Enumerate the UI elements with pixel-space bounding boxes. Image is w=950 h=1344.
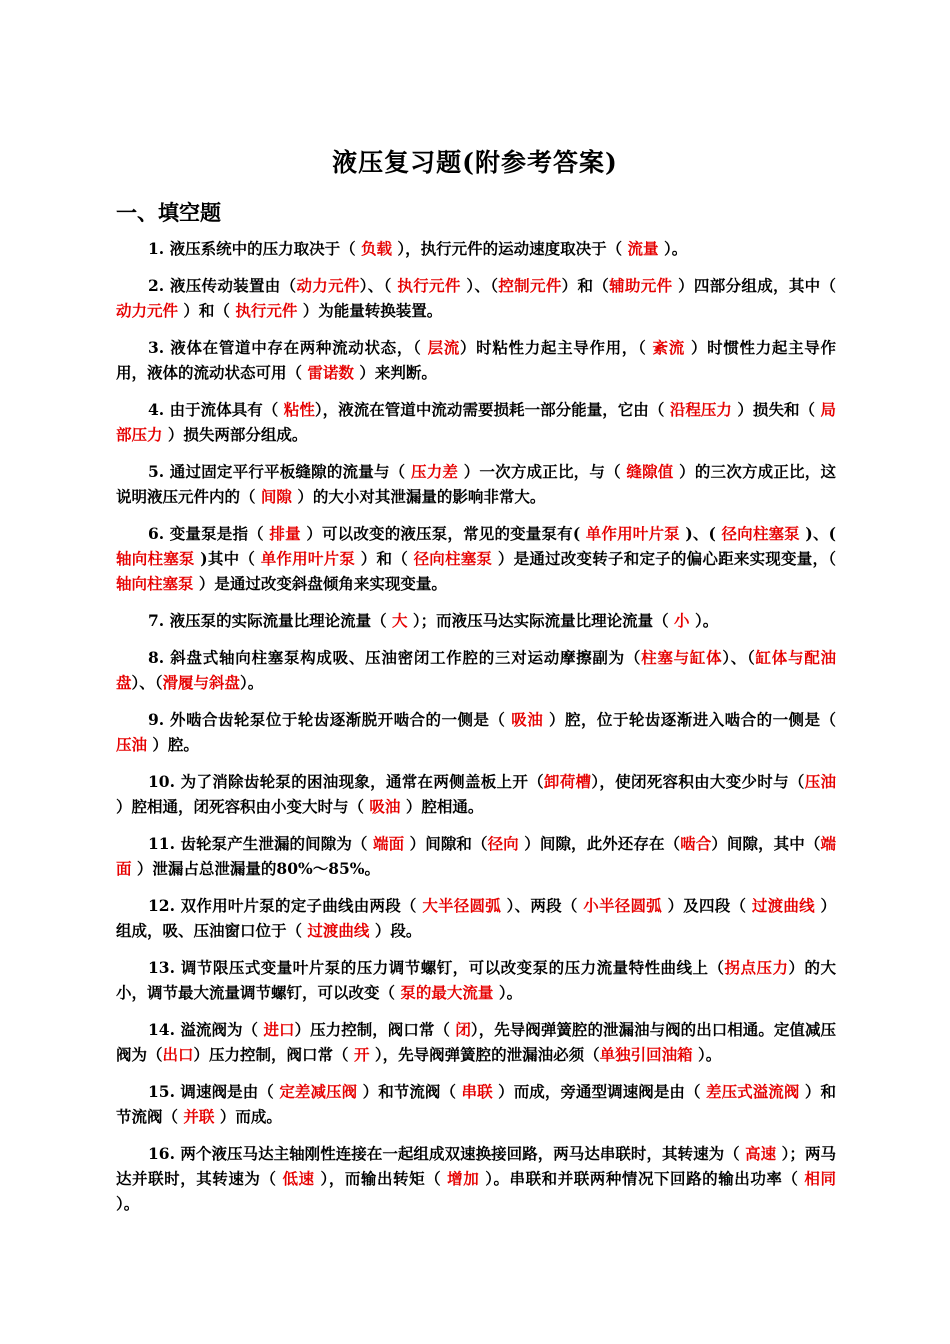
- question-text: ）腔，位于轮齿逐渐进入啮合的一侧是（: [543, 710, 836, 729]
- question-text: ）损失两部分组成。: [162, 425, 308, 444]
- question-3: [116, 335, 836, 385]
- question-text: ）。: [692, 1045, 722, 1064]
- answer-text: 拐点压力: [724, 958, 789, 977]
- question-text: 6. 变量泵是指（: [148, 524, 270, 543]
- answer-text: 辅助元件: [609, 276, 673, 295]
- question-text: 13. 调节限压式变量叶片泵的压力调节螺钉，可以改变泵的压力流量特性曲线上（: [148, 958, 725, 977]
- question-text: ）；两马达并联时，其转速为（: [116, 1144, 836, 1188]
- question-text: ）为能量转换装置。: [297, 301, 443, 320]
- question-text: 2. 液压传动装置由（: [148, 276, 297, 295]
- question-13: [116, 955, 836, 1005]
- question-text: ）和节流阀（: [116, 1082, 836, 1126]
- question-text: ）腔相通，闭死容积由小变大时与（: [116, 797, 370, 816]
- question-text: ）间隙，此外还存在（: [518, 834, 681, 853]
- question-text: ）压力控制，阀口常（: [193, 1045, 354, 1064]
- answer-text: 单作用叶片泵: [260, 549, 356, 568]
- question-text: ）来判断。: [353, 363, 437, 382]
- answer-text: 卸荷槽: [543, 772, 592, 791]
- question-text: ），液流在管道中流动需要损耗一部分能量，它由（: [314, 400, 670, 419]
- question-text: ）；而液压马达实际流量比理论流量（: [407, 611, 675, 630]
- question-text: ）的大小，调节最大流量调节螺钉，可以改变（: [116, 958, 836, 1002]
- question-text: ）。: [240, 673, 264, 692]
- question-text: 1. 液压系统中的压力取决于（: [148, 239, 361, 258]
- question-text: ）可以改变的液压泵，常见的变量泵有(: [300, 524, 586, 543]
- answer-text: 沿程压力: [669, 400, 732, 419]
- answer-text: 小半径圆弧: [583, 896, 662, 915]
- question-text: ）、（: [460, 276, 499, 295]
- question-5: [116, 459, 836, 509]
- answer-text: 过渡曲线: [751, 896, 815, 915]
- question-text: ）和节流阀（: [357, 1082, 462, 1101]
- question-text: ）一次方成正比，与（: [458, 462, 627, 481]
- answer-text: 并联: [183, 1107, 215, 1126]
- question-text: ）。串联和并联两种情况下回路的输出功率（: [479, 1169, 805, 1188]
- question-text: ）及四段（: [661, 896, 752, 915]
- answer-text: 过渡曲线: [307, 921, 370, 940]
- answer-text: 大半径圆弧: [422, 896, 502, 915]
- section-heading: 一、填空题: [116, 200, 221, 225]
- answer-text: 滑履与斜盘: [162, 673, 241, 692]
- question-text: 5. 通过固定平行平板缝隙的流量与（: [148, 462, 411, 481]
- answer-text: 控制元件: [498, 276, 562, 295]
- question-15: [116, 1079, 836, 1129]
- question-text: ）是通过改变转子和定子的偏心距来实现变量，（: [492, 549, 836, 568]
- answer-text: 单作用叶片泵: [585, 524, 680, 543]
- question-text: 4. 由于流体具有（: [148, 400, 284, 419]
- question-text: ）损失和（: [731, 400, 821, 419]
- question-text: ）四部分组成，其中（: [672, 276, 836, 295]
- answer-text: 开: [353, 1045, 370, 1064]
- question-text: 3. 液体在管道中存在两种流动状态，（: [148, 338, 428, 357]
- question-text: ）。: [116, 1194, 140, 1213]
- answer-text: 柱塞与缸体: [641, 648, 723, 667]
- question-14: [116, 1017, 836, 1067]
- answer-text: 间隙: [260, 487, 292, 506]
- answer-text: 流量: [627, 239, 659, 258]
- answer-text: 轴向柱塞泵: [116, 574, 194, 593]
- question-7: [116, 608, 836, 633]
- question-2: [116, 273, 836, 323]
- question-text: 8. 斜盘式轴向柱塞泵构成吸、压油密闭工作腔的三对运动摩擦副为（: [148, 648, 642, 667]
- answer-text: 增加: [447, 1169, 480, 1188]
- answer-text: 单独引回油箱: [599, 1045, 693, 1064]
- question-10: [116, 769, 836, 819]
- question-12: [116, 893, 836, 943]
- answer-text: 雷诺数: [307, 363, 354, 382]
- question-text: ）间隙，其中（: [711, 834, 821, 853]
- answer-text: 定差减压阀: [279, 1082, 358, 1101]
- question-text: 10. 为了消除齿轮泵的困油现象，通常在两侧盖板上开（: [148, 772, 544, 791]
- question-text: ）的大小对其泄漏量的影响非常大。: [291, 487, 546, 506]
- question-11: [116, 831, 836, 881]
- answer-text: 层流: [427, 338, 460, 357]
- answer-text: 动力元件: [296, 276, 360, 295]
- answer-text: 轴向柱塞泵: [116, 549, 195, 568]
- question-text: ）、（: [131, 673, 163, 692]
- answer-text: 相同: [804, 1169, 836, 1188]
- question-text: ）而成。: [214, 1107, 282, 1126]
- question-text: 12. 双作用叶片泵的定子曲线由两段（: [148, 896, 423, 915]
- answer-text: 径向柱塞泵: [721, 524, 800, 543]
- answer-text: 啮合: [680, 834, 712, 853]
- question-text: 7. 液压泵的实际流量比理论流量（: [148, 611, 392, 630]
- question-9: [116, 707, 836, 757]
- answer-text: 端面: [116, 834, 836, 878]
- answer-text: 闭: [455, 1020, 471, 1039]
- answer-text: 大: [391, 611, 408, 630]
- answer-text: 进口: [263, 1020, 295, 1039]
- answer-text: 缝隙值: [626, 462, 674, 481]
- answer-text: 吸油: [511, 710, 544, 729]
- answer-text: 小: [674, 611, 690, 630]
- question-text: ）腔。: [147, 735, 199, 754]
- question-text: ），而输出转矩（: [314, 1169, 448, 1188]
- question-text: )、(: [679, 524, 722, 543]
- question-text: ）的三次方成正比，这说明液压元件内的（: [116, 462, 836, 506]
- question-text: ）组成，吸、压油窗口位于（: [116, 896, 836, 940]
- question-text: ）段。: [369, 921, 422, 940]
- question-text: 11. 齿轮泵产生泄漏的间隙为（: [148, 834, 373, 853]
- answer-text: 压油: [804, 772, 836, 791]
- question-text: ）腔相通。: [400, 797, 484, 816]
- answer-text: 低速: [282, 1169, 315, 1188]
- question-16: [116, 1141, 836, 1216]
- answer-text: 动力元件: [116, 301, 179, 320]
- question-text: ）是通过改变斜盘倾角来实现变量。: [193, 574, 447, 593]
- question-text: ），先导阀弹簧腔的泄漏油与阀的出口相通。定值减压阀为（: [116, 1020, 836, 1064]
- answer-text: 执行元件: [235, 301, 298, 320]
- question-text: )其中（: [194, 549, 261, 568]
- answer-text: 执行元件: [397, 276, 461, 295]
- question-text: 16. 两个液压马达主轴刚性连接在一起组成双速换接回路，两马达串联时，其转速为（: [148, 1144, 746, 1163]
- page-title: 液压复习题(附参考答案): [332, 148, 618, 177]
- answer-text: 径向: [487, 834, 519, 853]
- question-text: ）。: [658, 239, 688, 258]
- answer-text: 端面: [372, 834, 405, 853]
- question-text: 15. 调速阀是由（: [148, 1082, 280, 1101]
- question-text: ）泄漏占总泄漏量的80%～85%。: [131, 859, 381, 878]
- question-list: [116, 236, 836, 1228]
- question-text: ）。: [493, 983, 523, 1002]
- answer-text: 粘性: [283, 400, 315, 419]
- question-text: ）压力控制，阀口常（: [294, 1020, 456, 1039]
- answer-text: 压油: [116, 735, 148, 754]
- question-text: ）、（: [359, 276, 398, 295]
- question-text: ）、两段（: [501, 896, 584, 915]
- question-text: ），先导阀弹簧腔的泄漏油必须（: [369, 1045, 600, 1064]
- question-6: [116, 521, 836, 596]
- answer-text: 高速: [745, 1144, 777, 1163]
- question-text: 14. 溢流阀为（: [148, 1020, 264, 1039]
- question-text: ）而成，旁通型调速阀是由（: [492, 1082, 707, 1101]
- question-text: ）时粘性力起主导作用，（: [459, 338, 653, 357]
- question-text: ）和（: [355, 549, 414, 568]
- question-text: 9. 外啮合齿轮泵位于轮齿逐渐脱开啮合的一侧是（: [148, 710, 512, 729]
- question-text: ）。: [689, 611, 719, 630]
- question-1: [116, 236, 836, 261]
- answer-text: 径向柱塞泵: [413, 549, 493, 568]
- question-text: ），使闭死容积由大变少时与（: [591, 772, 805, 791]
- question-4: [116, 397, 836, 447]
- question-text: ）和（: [561, 276, 610, 295]
- question-text: ）间隙和（: [404, 834, 488, 853]
- answer-text: 串联: [461, 1082, 493, 1101]
- answer-text: 差压式溢流阀: [706, 1082, 800, 1101]
- question-text: ），执行元件的运动速度取决于（: [392, 239, 628, 258]
- answer-text: 缸体与配油盘: [116, 648, 836, 692]
- question-text: ）、（: [722, 648, 756, 667]
- answer-text: 排量: [269, 524, 301, 543]
- answer-text: 压力差: [410, 462, 459, 481]
- answer-text: 局部压力: [116, 400, 836, 444]
- answer-text: 出口: [162, 1045, 194, 1064]
- answer-text: 吸油: [369, 797, 401, 816]
- answer-text: 负载: [360, 239, 392, 258]
- question-text: )、(: [799, 524, 836, 543]
- question-8: [116, 645, 836, 695]
- answer-text: 泵的最大流量: [400, 983, 494, 1002]
- question-text: ）时惯性力起主导作用，液体的流动状态可用（: [116, 338, 836, 382]
- question-text: ）和（: [178, 301, 236, 320]
- answer-text: 紊流: [652, 338, 685, 357]
